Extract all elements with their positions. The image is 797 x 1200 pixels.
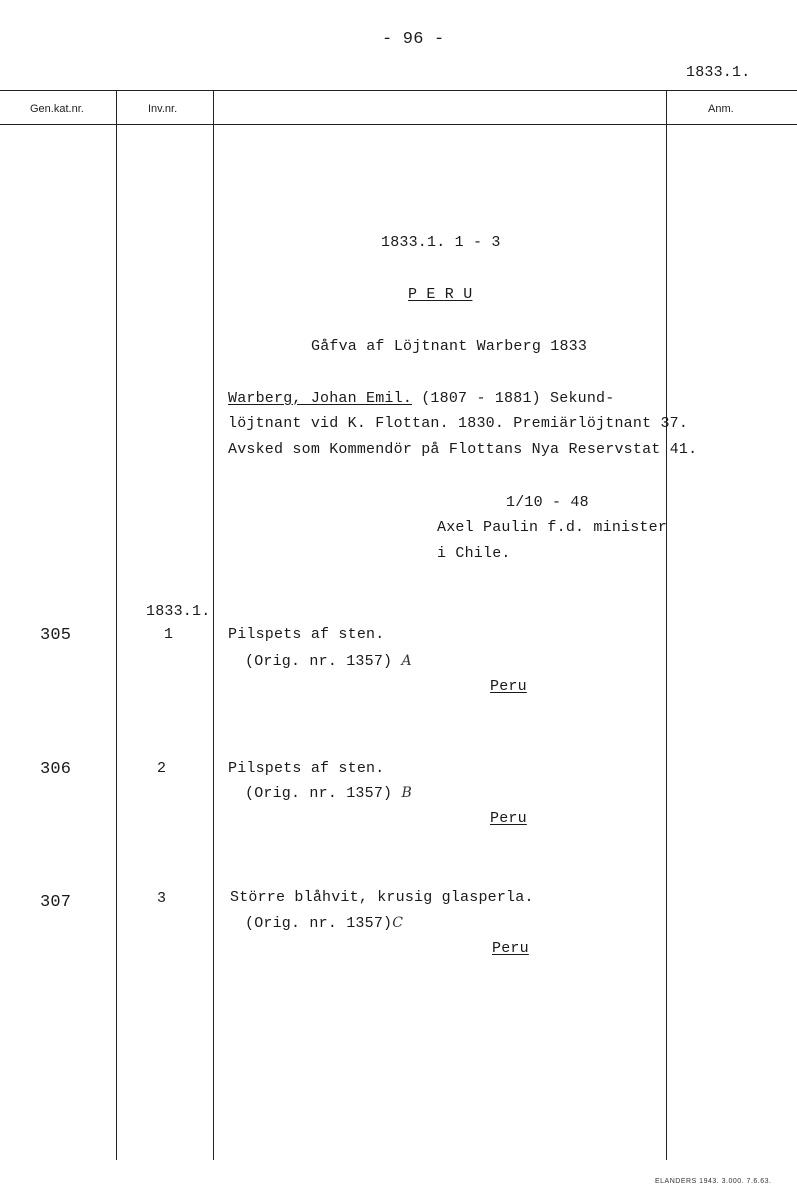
- note-line-2: i Chile.: [437, 545, 511, 562]
- accession-range: 1833.1. 1 - 3: [381, 234, 501, 251]
- entry-orig-nr: [245, 653, 412, 670]
- column-header-anm: Anm.: [708, 103, 734, 115]
- biography-dates: (1807 - 1881) Sekund-: [412, 390, 615, 407]
- inv-number: 3: [157, 890, 167, 907]
- header-bottom-rule: [0, 124, 797, 125]
- country-heading: P E R U: [408, 286, 473, 303]
- biography-line-3: Avsked som Kommendör på Flottans Nya Reservstat 41.: [228, 441, 698, 458]
- handwritten-letter: A: [401, 653, 412, 669]
- orig-nr-text: (Orig. nr. 1357): [245, 653, 393, 670]
- orig-nr-text: (Orig. nr. 1357): [245, 785, 393, 802]
- orig-nr-text: (Orig. nr. 1357): [245, 915, 393, 932]
- gen-kat-number: 305: [40, 626, 72, 645]
- note-line-1: Axel Paulin f.d. minister: [437, 519, 668, 536]
- accession-number-header: 1833.1.: [686, 64, 751, 81]
- biography-line-1: [228, 390, 614, 407]
- column-divider-desc-anm: [666, 90, 667, 1160]
- handwritten-letter: B: [401, 785, 412, 801]
- entry-orig-nr: [245, 915, 403, 932]
- column-divider-gen-inv: [116, 90, 117, 1160]
- printer-mark: ELANDERS 1943. 3.000. 7.6.63.: [655, 1178, 772, 1185]
- column-header-inv-nr: Inv.nr.: [148, 103, 178, 115]
- biography-line-2: löjtnant vid K. Flottan. 1830. Premiärlöjtnant 37.: [228, 415, 689, 432]
- entry-description: Pilspets af sten.: [228, 760, 385, 777]
- column-header-gen-kat-nr: Gen.kat.nr.: [30, 103, 84, 115]
- handwritten-letter: C: [392, 915, 404, 931]
- gift-line: Gåfva af Löjtnant Warberg 1833: [311, 338, 588, 355]
- note-date: 1/10 - 48: [506, 494, 589, 511]
- gen-kat-number: 306: [40, 760, 72, 779]
- entry-place: Peru: [490, 678, 527, 695]
- inventory-group-label: 1833.1.: [146, 603, 211, 620]
- inv-number: 1: [164, 626, 174, 643]
- biography-name: Warberg, Johan Emil.: [228, 390, 413, 407]
- entry-place: Peru: [492, 940, 529, 957]
- header-top-rule: [0, 90, 797, 91]
- page-number: - 96 -: [382, 30, 445, 49]
- gen-kat-number: 307: [40, 893, 72, 912]
- inv-number: 2: [157, 760, 167, 777]
- entry-place: Peru: [490, 810, 527, 827]
- entry-description: Större blåhvit, krusig glasperla.: [230, 889, 534, 906]
- entry-orig-nr: [245, 785, 412, 802]
- entry-description: Pilspets af sten.: [228, 626, 385, 643]
- column-divider-inv-desc: [213, 90, 214, 1160]
